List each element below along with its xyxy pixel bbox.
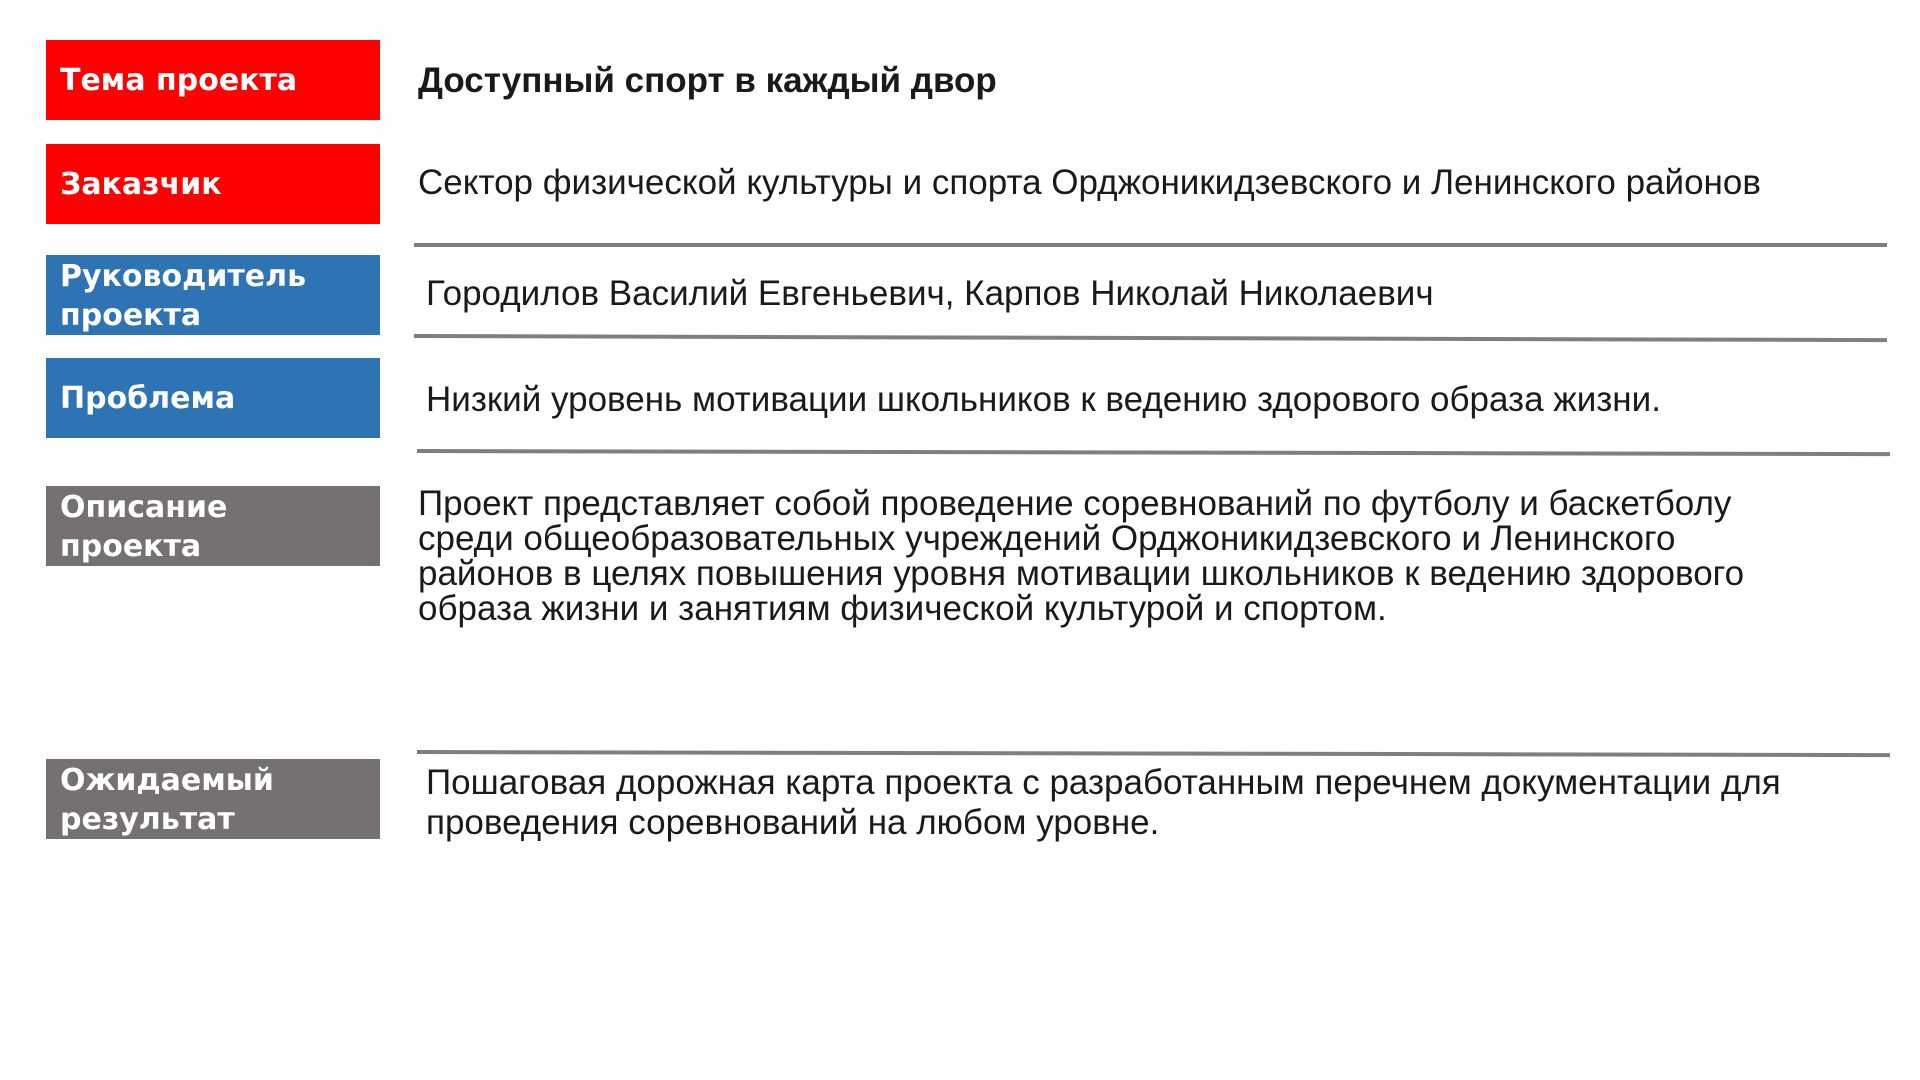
leader-label-line2: проекта (60, 298, 202, 333)
leader-value: Городилов Василий Евгеньевич, Карпов Николай Николаевич (426, 274, 1434, 313)
result-label-line1: Ожидаемый (60, 763, 274, 798)
topic-value: Доступный спорт в каждый двор (418, 61, 997, 100)
problem-label-text: Проблема (60, 380, 236, 416)
result-value (426, 763, 1781, 843)
result-label (46, 759, 380, 839)
divider-4 (417, 750, 1890, 757)
problem-value: Низкий уровень мотивации школьников к ведению здорового образа жизни. (426, 380, 1661, 419)
problem-label (46, 358, 380, 438)
leader-label-line1: Руководитель (60, 259, 307, 294)
customer-value: Сектор физической культуры и спорта Орджоникидзевского и Ленинского районов (418, 163, 1761, 202)
description-label-line2: проекта (60, 529, 202, 564)
topic-label-text: Тема проекта (60, 62, 298, 98)
topic-label (46, 40, 380, 120)
description-value (418, 486, 1744, 626)
result-label-line2: результат (60, 802, 235, 837)
divider-1 (414, 243, 1887, 247)
description-line: образа жизни и занятиям физической культурой и спортом. (418, 589, 1387, 628)
divider-2 (414, 334, 1887, 342)
description-line: среди общеобразовательных учреждений Орджоникидзевского и Ленинского (418, 519, 1676, 558)
description-line: районов в целях повышения уровня мотивации школьников к ведению здорового (418, 554, 1745, 593)
result-line: проведения соревнований на любом уровне. (426, 803, 1160, 842)
leader-label (46, 255, 380, 335)
customer-label-text: Заказчик (60, 166, 222, 202)
divider-3 (417, 449, 1890, 456)
description-label-line1: Описание (60, 490, 228, 525)
customer-label (46, 144, 380, 224)
result-line: Пошаговая дорожная карта проекта с разработанным перечнем документации для (426, 763, 1781, 802)
description-label (46, 486, 380, 566)
description-line: Проект представляет собой проведение соревнований по футболу и баскетболу (418, 484, 1732, 523)
